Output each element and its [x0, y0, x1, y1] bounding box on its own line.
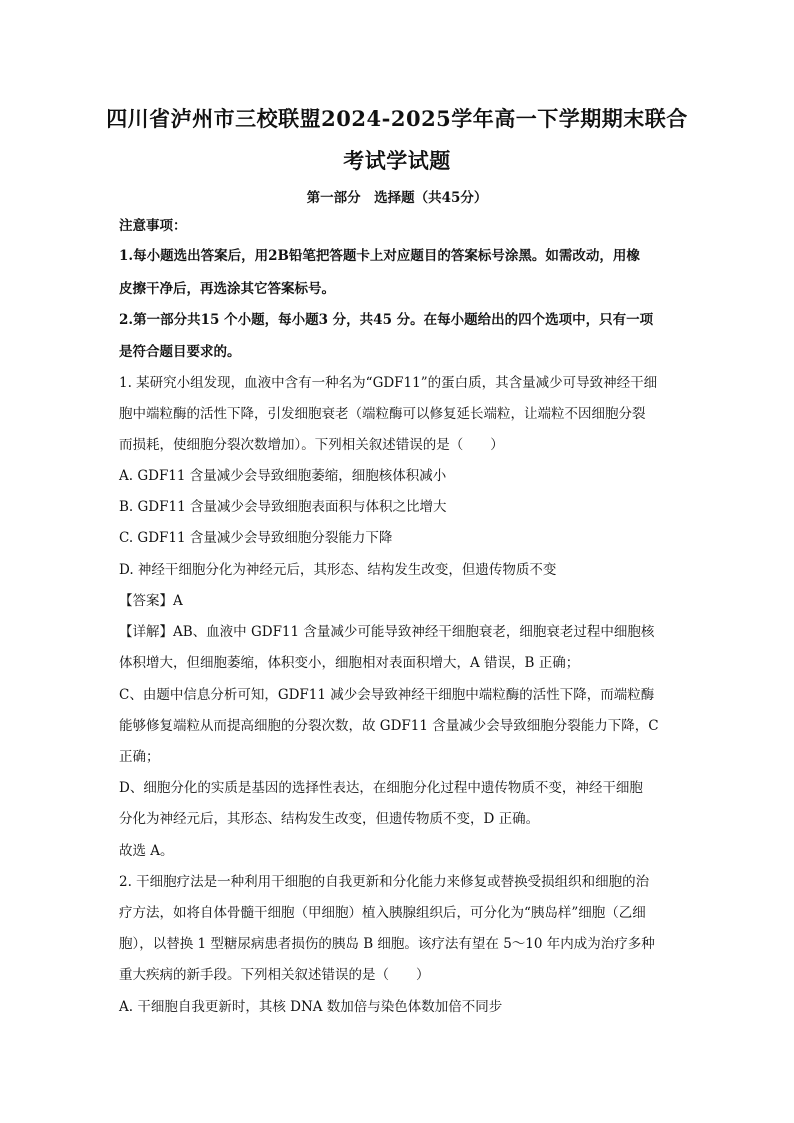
question-1-explanation-1-line-2: 体积增大，但细胞萎缩，体积变小，细胞相对表面积增大，A 错误，B 正确；: [119, 655, 580, 671]
question-1-answer: 【答案】A: [119, 593, 183, 609]
question-1-explanation-2-line-3: 正确；: [119, 749, 160, 765]
question-2-line-3: 胞），以替换 1 型糖尿病患者损伤的胰岛 B 细胞。该疗法有望在 5～10 年内成为治疗多种: [119, 936, 655, 952]
question-1-option-b: B. GDF11 含量减少会导致细胞表面积与体积之比增大: [119, 499, 447, 515]
question-2-line-1: 2. 干细胞疗法是一种利用干细胞的自我更新和分化能力来修复或替换受损组织和细胞的治: [119, 874, 650, 890]
question-2-line-2: 疗方法，如将自体骨髓干细胞（甲细胞）植入胰腺组织后，可分化为“胰岛样”细胞（乙细: [119, 905, 646, 921]
question-1-line-3: 而损耗，使细胞分裂次数增加）。下列相关叙述错误的是（ ）: [119, 437, 504, 453]
question-2-line-4: 重大疾病的新手段。下列相关叙述错误的是（ ）: [119, 967, 430, 983]
question-2-option-a: A. 干细胞自我更新时，其核 DNA 数加倍与染色体数加倍不同步: [119, 999, 503, 1015]
notice-2-line-1: 2.第一部分共15 个小题，每小题3 分，共45 分。在每小题给出的四个选项中，只有一项: [119, 312, 654, 328]
question-1-explanation-3-line-1: D、细胞分化的实质是基因的选择性表达，在细胞分化过程中遗传物质不变，神经干细胞: [119, 780, 643, 796]
document-title-line-2: 考试学试题: [343, 148, 451, 173]
notice-1-line-2: 皮擦干净后，再选涂其它答案标号。: [119, 281, 335, 297]
notice-1-line-1: 1.每小题选出答案后，用2B铅笔把答题卡上对应题目的答案标号涂黑。如需改动，用橡: [119, 248, 640, 264]
question-1-line-2: 胞中端粒酶的活性下降，引发细胞衰老（端粒酶可以修复延长端粒，让端粒不因细胞分裂: [119, 406, 646, 422]
notice-heading: 注意事项：: [119, 218, 187, 234]
document-title-line-1: 四川省泸州市三校联盟2024-2025学年高一下学期期末联合: [106, 106, 688, 131]
question-1-option-c: C. GDF11 含量减少会导致细胞分裂能力下降: [119, 530, 393, 546]
notice-2-line-2: 是符合题目要求的。: [119, 344, 241, 360]
question-1-line-1: 1. 某研究小组发现，血液中含有一种名为“GDF11”的蛋白质，其含量减少可导致神经干细: [119, 375, 658, 391]
question-1-explanation-1-line-1: 【详解】AB、血液中 GDF11 含量减少可能导致神经干细胞衰老，细胞衰老过程中细胞核: [119, 624, 655, 640]
part-heading: 第一部分 选择题（共45分）: [306, 190, 488, 206]
question-1-explanation-3-line-2: 分化为神经元后，其形态、结构发生改变，但遗传物质不变，D 正确。: [119, 811, 540, 827]
question-1-explanation-2-line-1: C、由题中信息分析可知，GDF11 减少会导致神经干细胞中端粒酶的活性下降，而端粒酶: [119, 687, 655, 703]
question-1-conclusion: 故选 A。: [119, 843, 174, 859]
question-1-option-a: A. GDF11 含量减少会导致细胞萎缩，细胞核体积减小: [119, 468, 447, 484]
question-1-explanation-2-line-2: 能够修复端粒从而提高细胞的分裂次数，故 GDF11 含量减少会导致细胞分裂能力下降，C: [119, 718, 659, 734]
question-1-option-d: D. 神经干细胞分化为神经元后，其形态、结构发生改变，但遗传物质不变: [119, 562, 557, 578]
